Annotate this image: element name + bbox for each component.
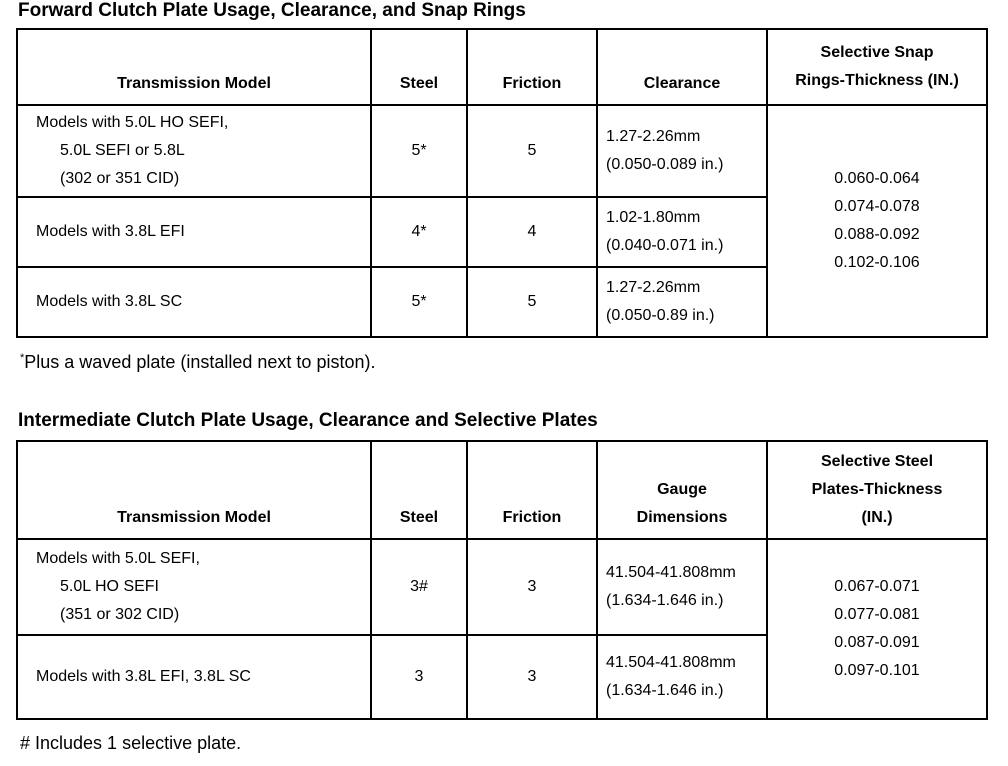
- gauge-line: (1.634-1.646 in.): [606, 682, 724, 699]
- clearance-line: (0.050-0.089 in.): [606, 156, 724, 173]
- selective-value: 0.074-0.078: [834, 198, 920, 215]
- header-selective-line2: Plates-Thickness: [811, 481, 943, 498]
- steel-cell: 3#: [371, 539, 467, 635]
- clearance-line: 1.02-1.80mm: [606, 209, 701, 226]
- friction-cell: 3: [467, 539, 597, 635]
- selective-value: 0.088-0.092: [834, 226, 920, 243]
- model-cell: Models with 3.8L EFI, 3.8L SC: [17, 635, 371, 719]
- header-selective-line3: (IN.): [861, 509, 893, 526]
- gauge-cell: [597, 539, 767, 635]
- clearance-cell: [597, 267, 767, 337]
- forward-table-title: Forward Clutch Plate Usage, Clearance, and Snap Rings: [18, 0, 526, 21]
- friction-cell: 3: [467, 635, 597, 719]
- model-line: 5.0L HO SEFI: [60, 578, 159, 595]
- steel-cell: 5*: [371, 267, 467, 337]
- selective-value: 0.060-0.064: [834, 170, 920, 187]
- table-row: [17, 539, 987, 635]
- header-selective-snap-rings: [767, 29, 987, 105]
- selective-value: 0.102-0.106: [834, 254, 920, 271]
- header-row: [17, 29, 987, 105]
- clearance-cell: [597, 105, 767, 197]
- header-transmission-model: Transmission Model: [17, 441, 371, 539]
- intermediate-footnote: # Includes 1 selective plate.: [20, 733, 242, 753]
- forward-clutch-table: [16, 28, 988, 338]
- clearance-line: (0.040-0.071 in.): [606, 237, 724, 254]
- friction-cell: 5: [467, 105, 597, 197]
- header-selective-line2: Rings-Thickness (IN.): [795, 72, 959, 89]
- friction-cell: 4: [467, 197, 597, 267]
- clearance-line: 1.27-2.26mm: [606, 128, 701, 145]
- model-line: (351 or 302 CID): [60, 606, 180, 623]
- header-steel: Steel: [371, 441, 467, 539]
- footnote-mark: *: [20, 352, 25, 364]
- intermediate-clutch-table: [16, 440, 988, 720]
- gauge-line: (1.634-1.646 in.): [606, 592, 724, 609]
- header-transmission-model: Transmission Model: [17, 29, 371, 105]
- steel-cell: 3: [371, 635, 467, 719]
- header-gauge-line2: Dimensions: [636, 509, 728, 526]
- model-line: Models with 5.0L HO SEFI,: [36, 114, 229, 131]
- gauge-cell: [597, 635, 767, 719]
- model-line: 5.0L SEFI or 5.8L: [60, 142, 185, 159]
- header-steel: Steel: [371, 29, 467, 105]
- header-gauge-line1: Gauge: [657, 481, 707, 498]
- header-gauge-dimensions: [597, 441, 767, 539]
- model-cell: Models with 3.8L EFI: [17, 197, 371, 267]
- gauge-line: 41.504-41.808mm: [606, 654, 736, 671]
- footnote-text: Plus a waved plate (installed next to piston).: [24, 352, 376, 372]
- header-friction: Friction: [467, 441, 597, 539]
- model-cell: [17, 539, 371, 635]
- model-cell: Models with 3.8L SC: [17, 267, 371, 337]
- header-friction: Friction: [467, 29, 597, 105]
- selective-plates-cell: [767, 539, 987, 719]
- selective-value: 0.077-0.081: [834, 606, 920, 623]
- steel-cell: 4*: [371, 197, 467, 267]
- clearance-line: 1.27-2.26mm: [606, 279, 701, 296]
- model-cell: [17, 105, 371, 197]
- clearance-line: (0.050-0.89 in.): [606, 307, 715, 324]
- intermediate-table-title: Intermediate Clutch Plate Usage, Clearance and Selective Plates: [18, 410, 598, 431]
- selective-value: 0.067-0.071: [834, 578, 920, 595]
- header-selective-line1: Selective Snap: [820, 44, 934, 61]
- header-row: [17, 441, 987, 539]
- clearance-cell: [597, 197, 767, 267]
- model-line: (302 or 351 CID): [60, 170, 180, 187]
- forward-footnote: [20, 352, 375, 373]
- model-line: Models with 5.0L SEFI,: [36, 550, 200, 567]
- header-selective-line1: Selective Steel: [820, 453, 934, 470]
- header-clearance: Clearance: [597, 29, 767, 105]
- header-selective-steel-plates: [767, 441, 987, 539]
- gauge-line: 41.504-41.808mm: [606, 564, 736, 581]
- selective-value: 0.097-0.101: [834, 662, 920, 679]
- friction-cell: 5: [467, 267, 597, 337]
- table-row: [17, 105, 987, 197]
- steel-cell: 5*: [371, 105, 467, 197]
- selective-rings-cell: [767, 105, 987, 337]
- selective-value: 0.087-0.091: [834, 634, 920, 651]
